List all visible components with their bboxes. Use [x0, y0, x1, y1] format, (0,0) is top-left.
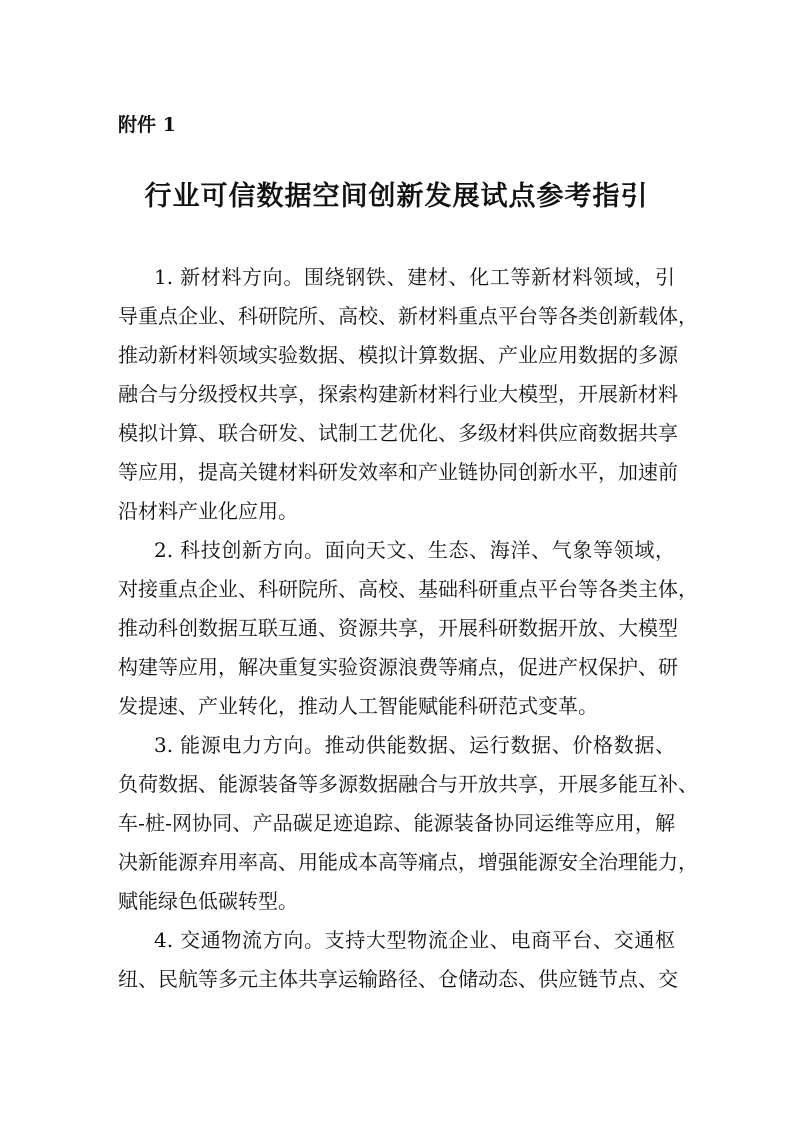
- paragraph-line: 推动科创数据互联互通、资源共享，开展科研数据开放、大模型: [118, 616, 678, 640]
- paragraph-line: 负荷数据、能源装备等多源数据融合与开放共享，开展多能互补、: [118, 772, 698, 796]
- paragraph-line: 推动新材料领域实验数据、模拟计算数据、产业应用数据的多源: [118, 343, 678, 367]
- paragraph: [118, 531, 698, 726]
- paragraph-line: 车-桩-网协同、产品碳足迹追踪、能源装备协同运维等应用，解: [118, 811, 675, 835]
- paragraph: [118, 258, 698, 531]
- paragraph-line: 1. 新材料方向。围绕钢铁、建材、化工等新材料领域，引: [154, 265, 675, 289]
- paragraph: [118, 726, 698, 921]
- paragraph-line: 模拟计算、联合研发、试制工艺优化、多级材料供应商数据共享: [118, 421, 678, 445]
- paragraph-line: 等应用，提高关键材料研发效率和产业链协同创新水平，加速前: [118, 460, 678, 484]
- paragraph: [118, 921, 678, 999]
- paragraph-line: 赋能绿色低碳转型。: [118, 889, 298, 913]
- paragraph-line: 融合与分级授权共享，探索构建新材料行业大模型，开展新材料: [118, 382, 678, 406]
- paragraph-line: 构建等应用，解决重复实验资源浪费等痛点，促进产权保护、研: [118, 655, 678, 679]
- paragraph-line: 纽、民航等多元主体共享运输路径、仓储动态、供应链节点、交: [118, 967, 678, 991]
- paragraph-line: 2. 科技创新方向。面向天文、生态、海洋、气象等领域，: [154, 538, 675, 562]
- paragraph-line: 发提速、产业转化，推动人工智能赋能科研范式变革。: [118, 694, 598, 718]
- paragraph-line: 导重点企业、科研院所、高校、新材料重点平台等各类创新载体，: [118, 304, 698, 328]
- paragraph-line: 对接重点企业、科研院所、高校、基础科研重点平台等各类主体，: [118, 577, 698, 601]
- paragraph-line: 4. 交通物流方向。支持大型物流企业、电商平台、交通枢: [154, 928, 675, 952]
- paragraph-line: 3. 能源电力方向。推动供能数据、运行数据、价格数据、: [154, 733, 675, 757]
- paragraph-line: 沿材料产业化应用。: [118, 499, 298, 523]
- document-title: 行业可信数据空间创新发展试点参考指引: [144, 181, 649, 212]
- paragraph-line: 决新能源弃用率高、用能成本高等痛点，增强能源安全治理能力，: [118, 850, 698, 874]
- attachment-label: 附件 1: [118, 114, 176, 136]
- document-body: [118, 258, 698, 999]
